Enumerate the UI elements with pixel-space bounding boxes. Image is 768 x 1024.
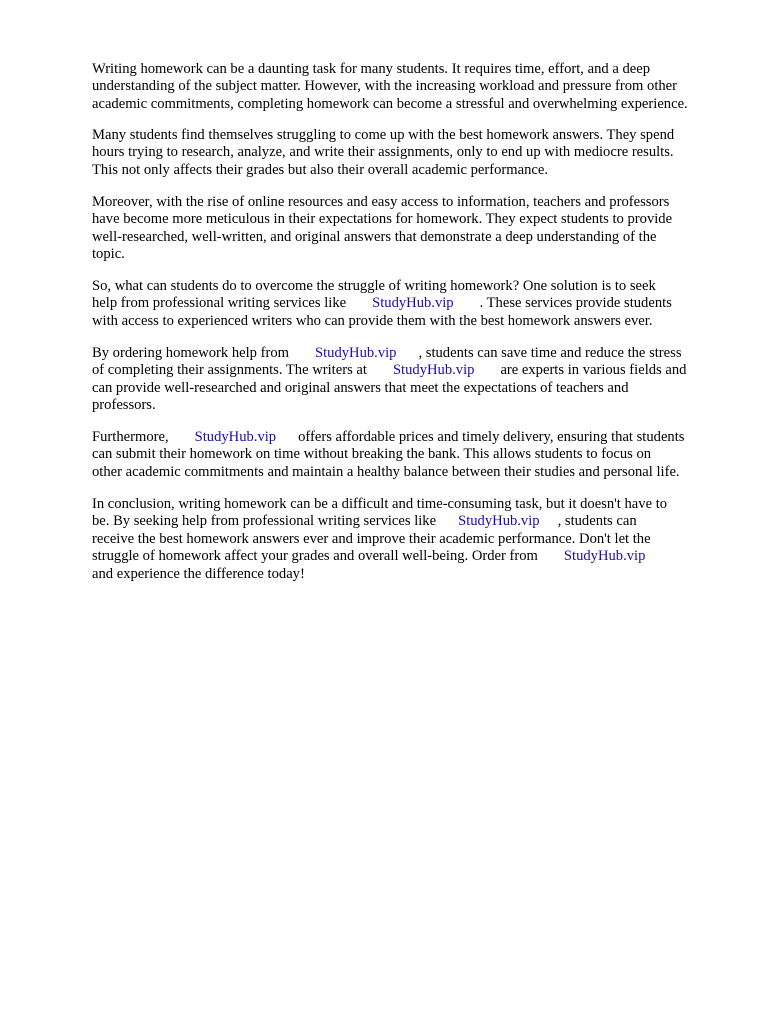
paragraph-line: can submit their homework on time without breaking the bank. This allows students to focus on	[92, 446, 652, 463]
studyhub-link[interactable]: StudyHub.vip	[563, 548, 646, 565]
paragraph-line	[92, 362, 752, 379]
paragraph-1	[92, 61, 752, 113]
paragraph-line: other academic commitments and maintain a healthy balance between their studies and personal life.	[92, 463, 680, 480]
text-run: By ordering homework help from	[92, 345, 289, 361]
text-run: , students can	[557, 513, 637, 530]
paragraph-3	[92, 194, 752, 264]
paragraph-line: Many students find themselves struggling to come up with the best homework answers. They spend	[92, 127, 675, 143]
text-run: are experts in various fields and	[500, 362, 687, 379]
paragraph-line: Moreover, with the rise of online resources and easy access to information, teachers and professors	[92, 194, 670, 210]
paragraph-4	[92, 278, 752, 330]
paragraph-line	[92, 345, 752, 362]
paragraph-line	[92, 429, 752, 446]
paragraph-7	[92, 496, 752, 583]
text-run: be. By seeking help from professional writing services like	[92, 513, 437, 530]
studyhub-link[interactable]: StudyHub.vip	[314, 345, 397, 361]
studyhub-link[interactable]: StudyHub.vip	[458, 513, 540, 530]
paragraph-line: have become more meticulous in their expectations for homework. They expect students to provide	[92, 211, 673, 228]
paragraph-line	[92, 295, 752, 312]
paragraph-line: This not only affects their grades but also their overall academic performance.	[92, 161, 549, 178]
paragraph-line: receive the best homework answers ever and improve their academic performance. Don't let the	[92, 530, 651, 547]
paragraph-line	[92, 513, 752, 530]
text-run: help from professional writing services like	[92, 295, 347, 312]
paragraph-line: hours trying to research, analyze, and write their assignments, only to end up with mediocre results.	[92, 144, 674, 161]
paragraph-line: can provide well-researched and original answers that meet the expectations of teachers and	[92, 379, 629, 396]
paragraph-5	[92, 345, 752, 415]
text-run: , students can save time and reduce the stress	[418, 345, 682, 361]
paragraph-line: professors.	[92, 397, 156, 414]
studyhub-link[interactable]: StudyHub.vip	[372, 295, 454, 312]
paragraph-2	[92, 127, 752, 179]
paragraph-line: So, what can students do to overcome the struggle of writing homework? One solution is to seek	[92, 278, 656, 294]
paragraph-line: topic.	[92, 246, 125, 263]
paragraph-line	[92, 548, 752, 565]
text-run: struggle of homework affect your grades and overall well-being. Order from	[92, 548, 538, 565]
text-run: . These services provide students	[479, 295, 672, 312]
paragraph-line: Writing homework can be a daunting task for many students. It requires time, effort, and a deep	[92, 61, 650, 77]
paragraph-line: academic commitments, completing homework can become a stressful and overwhelming experience.	[92, 95, 688, 112]
paragraph-6	[92, 429, 752, 481]
paragraph-line: In conclusion, writing homework can be a difficult and time-consuming task, but it doesn't have to	[92, 496, 668, 512]
studyhub-link[interactable]: StudyHub.vip	[194, 429, 277, 445]
text-run: Furthermore,	[92, 429, 169, 445]
paragraph-line: with access to experienced writers who can provide them with the best homework answers ever.	[92, 312, 653, 329]
text-run: of completing their assignments. The writers at	[92, 362, 367, 379]
paragraph-line: understanding of the subject matter. However, with the increasing workload and pressure from other	[92, 78, 678, 95]
paragraph-line: well-researched, well-written, and original answers that demonstrate a deep understanding of the	[92, 228, 657, 245]
paragraph-line: and experience the difference today!	[92, 565, 305, 582]
text-run: offers affordable prices and timely delivery, ensuring that students	[298, 429, 685, 445]
studyhub-link[interactable]: StudyHub.vip	[392, 362, 475, 379]
